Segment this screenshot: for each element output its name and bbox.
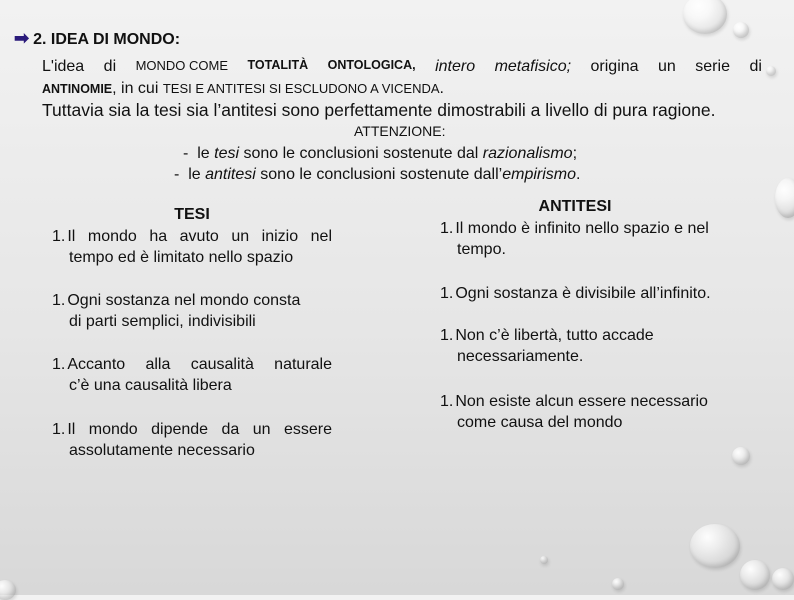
tesi-column: [52, 204, 332, 459]
tesi-item: [52, 226, 332, 268]
water-drop-decoration: [683, 0, 727, 34]
intro-term-bold: ONTOLOGICA: [327, 58, 413, 72]
bullet-text: le: [188, 166, 201, 183]
intro-period: .: [439, 80, 444, 97]
tesi-item: [52, 354, 332, 396]
bullet-em: antitesi: [205, 166, 256, 183]
item-text: Accanto alla causalità naturale: [67, 356, 332, 373]
intro-word: , in cui: [112, 80, 159, 97]
bullet-dash: -: [174, 166, 180, 183]
intro-italic: intero: [435, 58, 476, 75]
antitesi-item: [440, 391, 708, 433]
bullet-em: tesi: [214, 145, 240, 162]
intro-word: origina: [590, 58, 639, 75]
item-text-cont: tempo ed è limitato nello spazio: [69, 249, 294, 266]
tesi-item: [52, 290, 332, 332]
item-text-cont: necessariamente.: [457, 348, 584, 365]
item-number: 1.: [440, 285, 454, 302]
item-text: Ogni sostanza è divisibile all’infinito.: [455, 285, 711, 302]
bullet-punct: ;: [572, 145, 578, 162]
item-text: Il mondo è infinito nello spazio e nel: [455, 220, 709, 237]
arrow-right-icon: ➡: [14, 28, 30, 48]
water-drop-decoration: [612, 578, 624, 590]
water-drop-decoration: [732, 447, 750, 465]
intro-word: di: [749, 58, 762, 75]
intro-word: di: [103, 58, 117, 75]
item-number: 1.: [440, 393, 454, 410]
bullet-em: razionalismo: [482, 145, 573, 162]
bullet-text: le: [197, 145, 210, 162]
intro-word: L'idea: [42, 58, 85, 75]
bullet-text: sono le conclusioni sostenute dall’: [260, 166, 503, 183]
heading-text: 2. IDEA DI MONDO:: [33, 31, 181, 48]
item-text: Non esiste alcun essere necessario: [455, 393, 708, 410]
item-text-cont: di parti semplici, indivisibili: [69, 313, 256, 330]
water-drop-decoration: [740, 560, 770, 590]
intro-italic: metafisico;: [494, 58, 572, 75]
antitesi-item: [440, 325, 654, 367]
item-text-cont: come causa del mondo: [457, 414, 623, 431]
item-text: Il mondo dipende da un essere: [67, 421, 332, 438]
attention-label: ATTENZIONE:: [354, 123, 446, 139]
bullet-punct: .: [576, 166, 581, 183]
tesi-title: TESI: [174, 206, 210, 223]
item-number: 1.: [52, 228, 66, 245]
intro-term: TESI E ANTITESI SI ESCLUDONO A VICENDA: [162, 81, 440, 96]
item-text: Non c’è libertà, tutto accade: [455, 327, 654, 344]
intro-line-1: [42, 58, 762, 76]
item-number: 1.: [440, 327, 454, 344]
item-number: 1.: [440, 220, 454, 237]
antitesi-column: [440, 196, 750, 431]
intro-comma: ,: [412, 58, 416, 72]
bullet-antitesi: [174, 166, 580, 184]
item-text: Il mondo ha avuto un inizio nel: [67, 228, 332, 245]
water-drop-decoration: [690, 524, 740, 568]
intro-term-bold: ANTINOMIE: [42, 82, 113, 96]
bullet-tesi: [183, 145, 577, 163]
bullet-dash: -: [183, 145, 189, 162]
tesi-item: [52, 419, 332, 461]
water-drop-decoration: [540, 556, 548, 564]
water-drop-decoration: [766, 66, 776, 76]
intro-word: serie: [695, 58, 730, 75]
item-number: 1.: [52, 292, 66, 309]
intro-line-3: Tuttavia sia la tesi sia l’antitesi sono perfettamente dimostrabili a livello di pura ragione.: [42, 100, 716, 120]
item-text: Ogni sostanza nel mondo consta: [67, 292, 301, 309]
bullet-text: sono le conclusioni sostenute dal: [243, 145, 479, 162]
water-drop-decoration: [775, 178, 794, 218]
bullet-em: empirismo: [502, 166, 577, 183]
water-drop-decoration: [772, 568, 794, 590]
item-text-cont: c’è una causalità libera: [69, 377, 232, 394]
intro-term-bold: TOTALITÀ: [247, 58, 309, 72]
intro-line-2: [42, 80, 444, 98]
antitesi-title: ANTITESI: [538, 198, 612, 215]
intro-term: MONDO COME: [135, 58, 229, 73]
item-text-cont: assolutamente necessario: [69, 442, 255, 459]
item-number: 1.: [52, 421, 66, 438]
water-drop-decoration: [0, 580, 16, 600]
item-text-cont: tempo.: [457, 241, 506, 258]
antitesi-item: [440, 218, 709, 260]
section-heading: [14, 28, 180, 49]
antitesi-item: [440, 283, 711, 304]
item-number: 1.: [52, 356, 66, 373]
intro-word: un: [658, 58, 676, 75]
water-drop-decoration: [733, 22, 749, 38]
